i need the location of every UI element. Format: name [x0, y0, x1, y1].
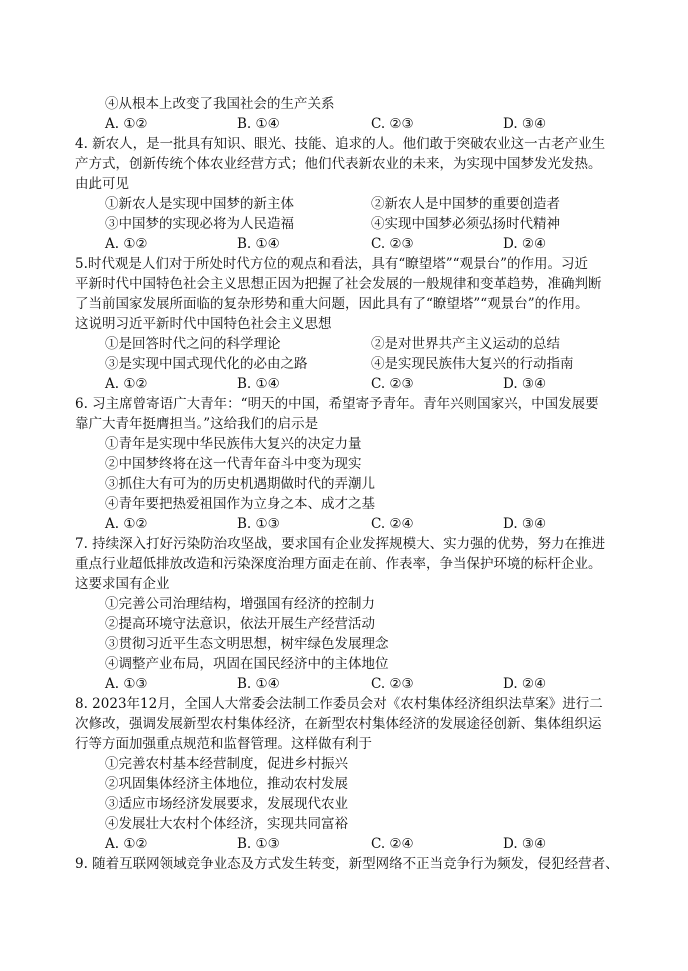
stem-line: 4. 新农人，是一批具有知识、眼光、技能、追求的人。他们敢于突破农业这一古老产业生: [75, 136, 606, 152]
stem-line: 平新时代中国特色社会主义思想正因为把握了社会发展的一般规律和变革趋势，准确判断: [75, 276, 602, 292]
option-2: ②巩固集体经济主体地位，推动农村发展: [105, 776, 348, 792]
stem-line: 次修改，强调发展新型农村集体经济，在新型农村集体经济的发展途径创新、集体组织运: [75, 716, 602, 732]
stem-line: 8. 2023年12月，全国人大常委会法制工作委员会对《农村集体经济组织法草案》进行二: [75, 696, 603, 712]
answer-choices: [75, 234, 635, 254]
stem-line: 7. 持续深入打好污染防治攻坚战，要求国有企业发挥规模大、实力强的优势，努力在推进: [75, 536, 606, 552]
stem-line: 行等方面加强重点规范和监督管理。这样做有利于: [75, 736, 372, 752]
question-6-stem: [75, 394, 635, 434]
choice-c: C. ②③: [371, 676, 414, 692]
choice-b: B. ①④: [237, 376, 280, 392]
choice-d: D. ③④: [503, 516, 547, 532]
choice-b: B. ①④: [237, 116, 280, 132]
choice-c: C. ②③: [371, 236, 414, 252]
choice-a: A. ①②: [105, 236, 148, 252]
choice-d: D. ③④: [503, 376, 547, 392]
option-row: [75, 214, 635, 234]
option-1: ①青年是实现中华民族伟大复兴的决定力量: [105, 436, 362, 452]
stem-line: 了当前国家发展所面临的复杂形势和重大问题，因此具有了“瞭望塔”“观景台”的作用。: [75, 296, 589, 312]
choice-c: C. ②③: [371, 116, 414, 132]
choice-a: A. ①②: [105, 516, 148, 532]
option-row: [75, 334, 635, 354]
choice-b: B. ①④: [237, 236, 280, 252]
stem-line: 9. 随着互联网领域竞争业态及方式发生转变，新型网络不正当竞争行为频发，侵犯经营者、: [75, 856, 619, 872]
question-5-stem: [75, 254, 635, 334]
option-1: ①完善农村基本经营制度，促进乡村振兴: [105, 756, 348, 772]
answer-choices: [75, 834, 635, 854]
option-3: ③贯彻习近平生态文明思想，树牢绿色发展理念: [105, 636, 389, 652]
choice-c: C. ②④: [371, 516, 414, 532]
exam-page: [75, 94, 635, 874]
option-2: ②是对世界共产主义运动的总结: [371, 336, 560, 352]
option-3: ③抓住大有可为的历史机遇期做时代的弄潮儿: [105, 476, 375, 492]
choice-b: B. ①③: [237, 516, 280, 532]
choice-d: D. ②④: [503, 236, 547, 252]
question-7-stem: [75, 534, 635, 594]
option-2: ②中国梦终将在这一代青年奋斗中变为现实: [105, 456, 362, 472]
answer-choices: [75, 514, 635, 534]
stem-line: 这说明习近平新时代中国特色社会主义思想: [75, 316, 332, 332]
stem-line: 重点行业超低排放改造和污染深度治理方面走在前、作表率，争当保护环境的标杆企业。: [75, 556, 602, 572]
choice-d: D. ②④: [503, 676, 547, 692]
choice-c: C. ②③: [371, 376, 414, 392]
choice-b: B. ①④: [237, 676, 280, 692]
option-4: ④从根本上改变了我国社会的生产关系: [105, 96, 335, 112]
question-9-stem: [75, 854, 635, 874]
stem-line: 这要求国有企业: [75, 576, 170, 592]
choice-d: D. ③④: [503, 836, 547, 852]
stem-line: 5.时代观是人们对于所处时代方位的观点和看法，具有“瞭望塔”“观景台”的作用。习近: [75, 256, 588, 272]
choice-a: A. ①②: [105, 836, 148, 852]
option-1: ①完善公司治理结构，增强国有经济的控制力: [105, 596, 375, 612]
option-4: ④青年要把热爱祖国作为立身之本、成才之基: [105, 496, 375, 512]
choice-b: B. ①③: [237, 836, 280, 852]
option-3: ③适应市场经济发展要求，发展现代农业: [105, 796, 348, 812]
choice-c: C. ②④: [371, 836, 414, 852]
question-4-stem: [75, 134, 635, 194]
option-1: ①新农人是实现中国梦的新主体: [105, 196, 294, 212]
answer-choices: [75, 674, 635, 694]
choice-a: A. ①③: [105, 676, 148, 692]
stem-line: 产方式，创新传统个体农业经营方式；他们代表新农业的未来，为实现中国梦发光发热。: [75, 156, 602, 172]
answer-choices: [75, 114, 635, 134]
option-1: ①是回答时代之问的科学理论: [105, 336, 281, 352]
option-row: [75, 194, 635, 214]
option-3: ③中国梦的实现必将为人民造福: [105, 216, 294, 232]
option-2: ②提高环境守法意识，依法开展生产经营活动: [105, 616, 375, 632]
choice-a: A. ①②: [105, 116, 148, 132]
option-row: [75, 354, 635, 374]
option-2: ②新农人是中国梦的重要创造者: [371, 196, 560, 212]
option-4: ④是实现民族伟大复兴的行动指南: [371, 356, 574, 372]
option-4: ④实现中国梦必须弘扬时代精神: [371, 216, 560, 232]
stem-line: 靠广大青年挺膺担当。”这给我们的启示是: [75, 416, 319, 432]
choice-a: A. ①②: [105, 376, 148, 392]
option-4: ④调整产业布局，巩固在国民经济中的主体地位: [105, 656, 389, 672]
choice-d: D. ③④: [503, 116, 547, 132]
option-3: ③是实现中国式现代化的必由之路: [105, 356, 308, 372]
answer-choices: [75, 374, 635, 394]
stem-line: 由此可见: [75, 176, 129, 192]
stem-line: 6. 习主席曾寄语广大青年：“明天的中国，希望寄予青年。青年兴则国家兴，中国发展要: [75, 396, 599, 412]
option-4: ④发展壮大农村个体经济，实现共同富裕: [105, 816, 348, 832]
question-8-stem: [75, 694, 635, 754]
